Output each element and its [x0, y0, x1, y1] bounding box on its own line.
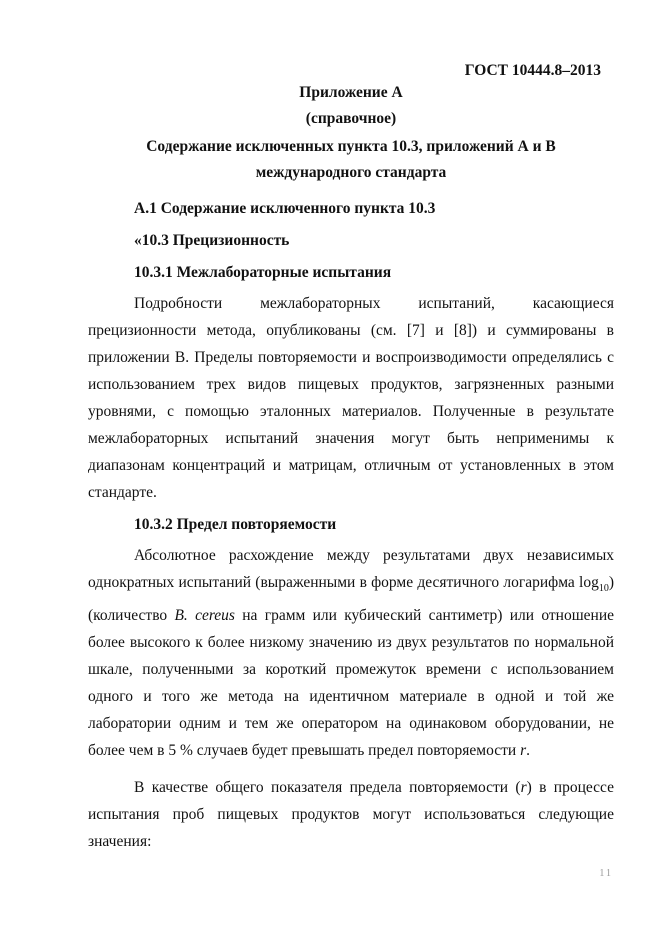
text-run: Абсолютное расхождение между результатами двух независимых однократных испытаний (выраженными в форме десятичного логарифма log	[88, 547, 614, 591]
symbol-r: r	[520, 779, 527, 797]
section-10-3-heading: «10.3 Прецизионность	[134, 232, 290, 249]
section-10-3-2-paragraph-2	[88, 774, 614, 855]
section-10-3-1-text: Подробности межлабораторных испытаний, касающиеся прецизионности метода, опубликованы (см. [7] и [8]) и суммированы в приложении В. Пределы повторяемости и воспроизводимости определялись с использованием трех видов пищевых продуктов, загрязненных разными уровнями, с помощью эталонных материалов. Полученные в результате межлабораторных испытаний значения могут быть неприменимы к диапазонам концентраций и матрицам, отличным от установленных в этом стандарте.	[88, 295, 614, 501]
page-number: 11	[599, 868, 613, 879]
appendix-title: Приложение А	[299, 84, 403, 101]
text-run: ) (количество	[88, 574, 614, 625]
text-run: ) в процессе испытания проб пищевых продуктов могут использоваться следующие значения:	[88, 779, 614, 851]
section-10-3-1-heading: 10.3.1 Межлабораторные испытания	[134, 264, 392, 281]
appendix-status: (справочное)	[305, 110, 397, 127]
text-run: В качестве общего показателя предела повторяемости (	[134, 779, 521, 797]
section-a1-heading: А.1 Содержание исключенного пункта 10.3	[134, 200, 436, 217]
page-content	[88, 80, 614, 855]
symbol-r: r	[520, 742, 527, 760]
document-id: ГОСТ 10444.8–2013	[464, 62, 601, 79]
log-subscript: 10	[598, 583, 609, 595]
section-10-3-2-paragraph-1	[88, 542, 614, 764]
species-name: B. cereus	[174, 607, 235, 625]
text-run: .	[526, 742, 530, 760]
text-run: на грамм или кубический сантиметр) или отношение более высокого к более низкому значению из двух результатов по нормальной шкале, полученными за короткий промежуток времени с использованием одного и того же метода на идентичном материале в одной и той же лаборатории одним и тем же оператором на одинаковом оборудовании, не более чем в 5 % случаев будет превышать предел повторяемости	[88, 607, 614, 760]
section-10-3-2-heading: 10.3.2 Предел повторяемости	[134, 516, 337, 533]
appendix-subtitle: Содержание исключенных пункта 10.3, приложений А и В международного стандарта	[146, 138, 556, 181]
